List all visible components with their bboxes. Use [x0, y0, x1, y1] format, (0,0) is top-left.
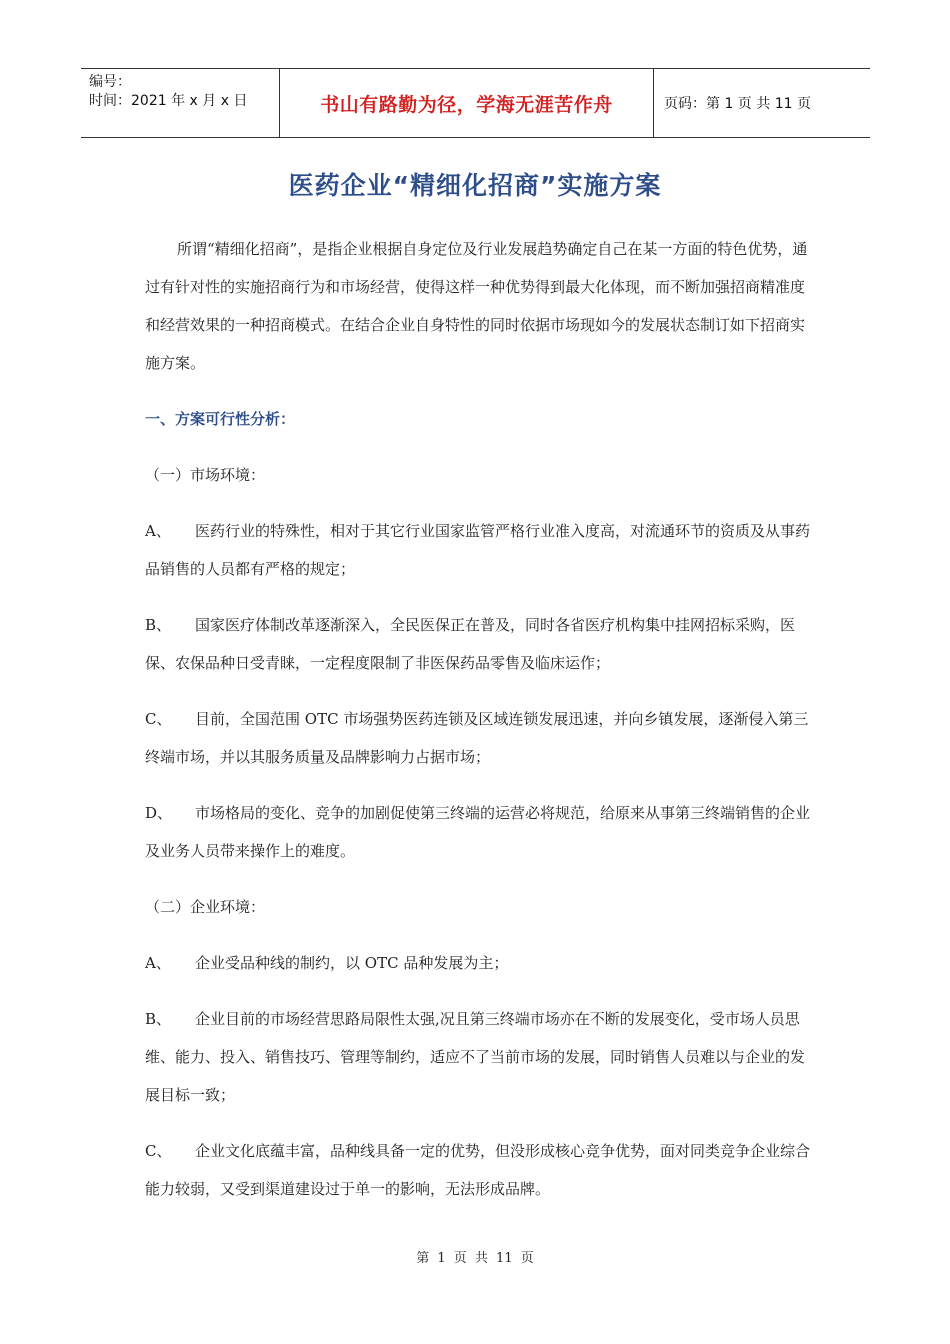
item-marker: A、 — [145, 954, 171, 972]
page-footer: 第 1 页 共 11 页 — [416, 1251, 534, 1266]
item-text: 目前，全国范围 OTC 市场强势医药连锁及区域连锁发展迅速，并向乡镇发展，逐渐侵入第三终端市场，并以其服务质量及品牌影响力占据市场； — [145, 710, 809, 766]
list-item — [145, 606, 810, 682]
item-text: 国家医疗体制改革逐渐深入，全民医保正在普及，同时各省医疗机构集中挂网招标采购，医保、农保品种日受青睐，一定程度限制了非医保药品零售及临床运作； — [145, 616, 796, 672]
list-item — [145, 700, 810, 776]
number-label: 编号： — [89, 74, 131, 90]
header-page-info: 页码：第 1 页 共 11 页 — [664, 96, 811, 112]
item-text: 市场格局的变化、竞争的加剧促使第三终端的运营必将规范，给原来从事第三终端销售的企业及业务人员带来操作上的难度。 — [145, 804, 811, 860]
item-text: 企业受品种线的制约，以 OTC 品种发展为主； — [195, 954, 509, 972]
page-header — [81, 68, 870, 138]
header-meta — [81, 69, 280, 137]
item-marker: B、 — [145, 1010, 172, 1028]
list-item — [145, 1132, 810, 1208]
item-marker: A、 — [145, 522, 171, 540]
item-text: 企业目前的市场经营思路局限性太强,况且第三终端市场亦在不断的发展变化，受市场人员思维、能力、投入、销售技巧、管理等制约，适应不了当前市场的发展，同时销售人员难以与企业的发展目标一致； — [145, 1010, 806, 1104]
list-item — [145, 944, 810, 982]
item-marker: D、 — [145, 804, 173, 822]
item-marker: C、 — [145, 1142, 172, 1160]
intro-paragraph: 所谓“精细化招商”，是指企业根据自身定位及行业发展趋势确定自己在某一方面的特色优势，通过有针对性的实施招商行为和市场经营，使得这样一种优势得到最大化体现，而不断加强招商精准度和经营效果的一种招商模式。在结合企业自身特性的同时依据市场现如今的发展状态制订如下招商实施方案。 — [145, 240, 808, 372]
section-heading: 一、方案可行性分析： — [145, 410, 296, 428]
item-text: 医药行业的特殊性，相对于其它行业国家监管严格行业准入度高，对流通环节的资质及从事药品销售的人员都有严格的规定； — [145, 522, 811, 578]
list-item — [145, 512, 810, 588]
time-label: 时间：2021 年 x 月 x 日 — [89, 93, 248, 109]
document-title: 医药企业“精细化招商”实施方案 — [288, 171, 662, 200]
list-item — [145, 1000, 810, 1114]
item-marker: C、 — [145, 710, 172, 728]
document-body — [145, 230, 810, 1208]
header-motto: 书山有路勤为径，学海无涯苦作舟 — [280, 69, 654, 137]
subsection-heading: （二）企业环境： — [145, 898, 266, 916]
subsection-heading: （一）市场环境： — [145, 466, 266, 484]
item-text: 企业文化底蕴丰富，品种线具备一定的优势，但没形成核心竞争优势，面对同类竞争企业综合能力较弱，又受到渠道建设过于单一的影响，无法形成品牌。 — [145, 1142, 811, 1198]
item-marker: B、 — [145, 616, 172, 634]
list-item — [145, 794, 810, 870]
